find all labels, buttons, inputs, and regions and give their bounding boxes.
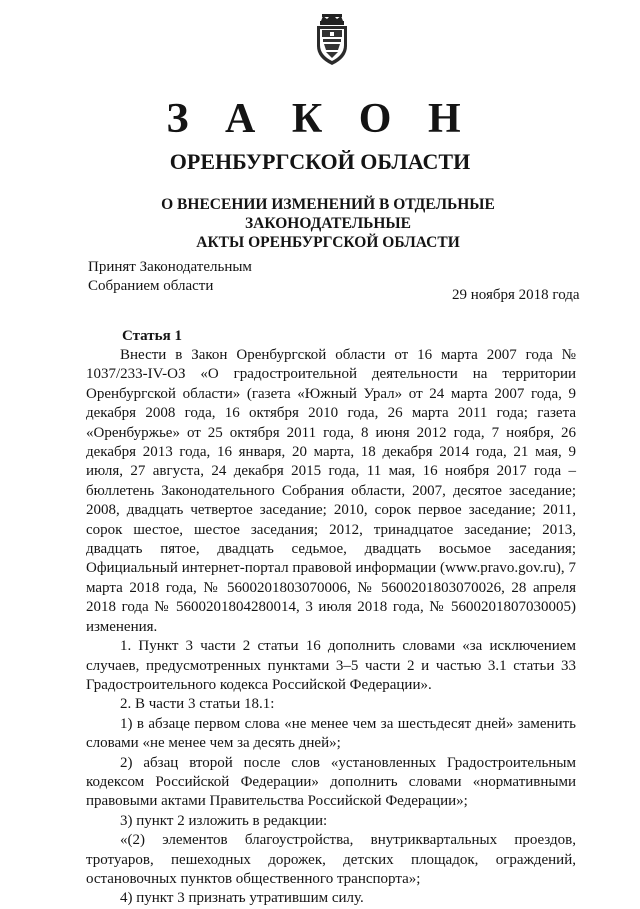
paragraph: 2) абзац второй после слов «установленных Градостроительным кодексом Российской Федерации» дополнить словами «нормативными правовыми актами Правительства Российской Федерации»; (86, 754, 576, 810)
paragraph: 1. Пункт 3 части 2 статьи 16 дополнить словами «за исключением случаев, предусмотренных пунктами 3–5 части 2 и частью 3.1 статьи 33 Градостроительного кодекса Российской Федерации». (86, 638, 576, 693)
adoption-date: 29 ноября 2018 года (452, 287, 580, 303)
paragraph: 3) пункт 2 изложить в редакции: (120, 812, 328, 829)
law-title: З А К О Н (166, 96, 474, 142)
adoption-line: Собранием области (88, 278, 214, 294)
paragraph: Внести в Закон Оренбургской области от 16 марта 2007 года № 1037/233-IV-ОЗ «О градостроительной деятельности на территории Оренбургской области» (газета «Южный Урал» от 24 марта 2007 года, 9 декабря 2008 года, 16 октября 2010 года, 26 марта 2011 года; газета «Оренбуржье» от 25 октября 2011 года, 8 июня 2012 года, 7 ноября, 26 декабря 2013 года, 16 января, 20 марта, 18 декабря 2014 года, 21 мая, 9 июля, 27 августа, 24 декабря 2015 года, 11 мая, 16 ноября 2017 года – бюллетень Законодательного Собрания области, 2007, десятое заседание; 2008, двадцать четвертое заседание; 2010, сорок первое заседание; 2011, сорок шестое, шестое заседания; 2012, тринадцатое заседание; 2013, двадцать пятое, двадцать седьмое, двадцать восьмое заседания; Официальный интернет-портал правовой информации (www.pravo.gov.ru), 7 марта 2018 года, № 5600201803070006, № 5600201803070026, 28 апреля 2018 года № 5600201804280014, 3 июля 2018 года, № 5600201807030005) изменения. (86, 347, 576, 635)
adoption-statement (88, 258, 252, 296)
paragraph: «(2) элементов благоустройства, внутриквартальных проездов, тротуаров, пешеходных дорожек, детских площадок, ограждений, остановочных пунктов общественного транспорта»; (86, 832, 576, 887)
article-body (86, 346, 576, 909)
region-title: ОРЕНБУРГСКОЙ ОБЛАСТИ (169, 149, 471, 174)
article-heading: Статья 1 (122, 328, 182, 344)
paragraph: 4) пункт 3 признать утратившим силу. (120, 890, 364, 907)
coat-of-arms-icon (310, 12, 354, 68)
subtitle-line: АКТЫ ОРЕНБУРГСКОЙ ОБЛАСТИ (196, 234, 460, 251)
adoption-line: Принят Законодательным (88, 259, 252, 275)
paragraph: 2. В части 3 статьи 18.1: (120, 696, 275, 713)
law-subtitle (84, 195, 572, 252)
paragraph: 1) в абзаце первом слова «не менее чем за шестьдесят дней» заменить словами «не менее чем за десять дней»; (86, 715, 576, 752)
subtitle-line: О ВНЕСЕНИИ ИЗМЕНЕНИЙ В ОТДЕЛЬНЫЕ ЗАКОНОДАТЕЛЬНЫЕ (161, 196, 495, 232)
